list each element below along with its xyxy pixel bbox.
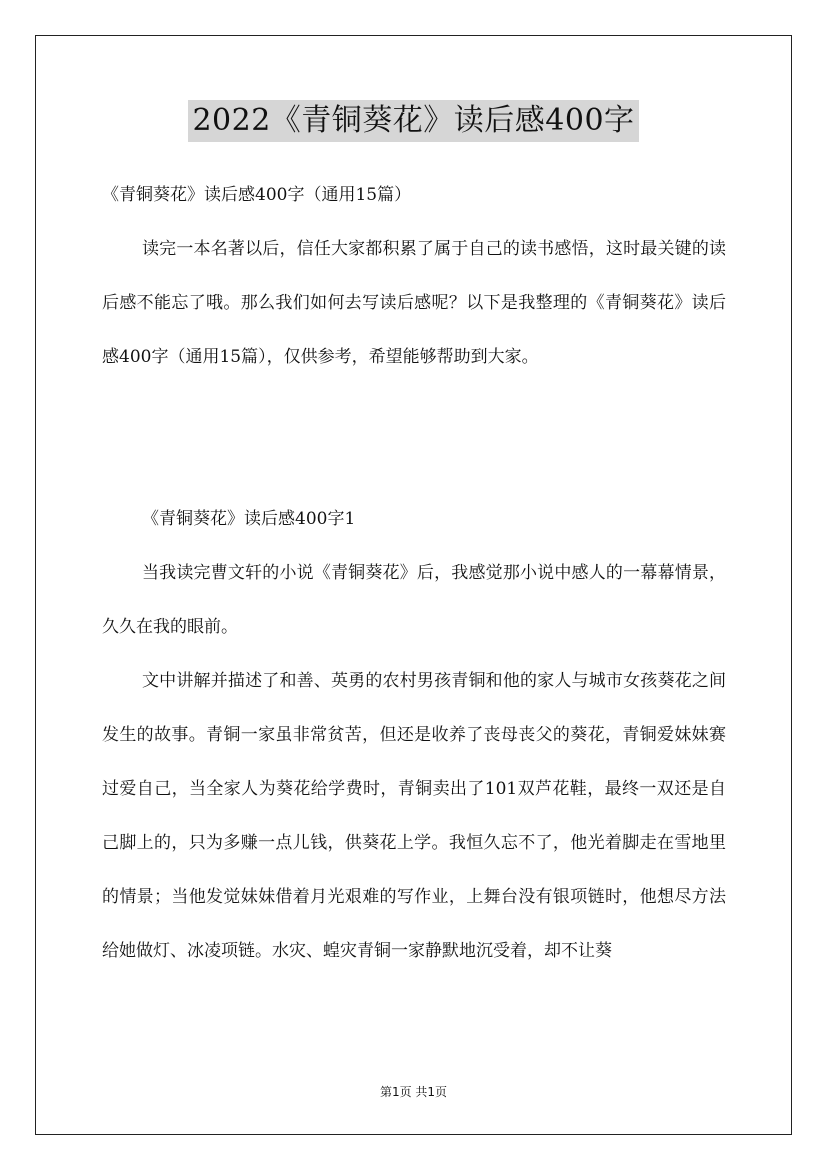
body-paragraph-2: 文中讲解并描述了和善、英勇的农村男孩青铜和他的家人与城市女孩葵花之间发生的故事。青铜一家虽非常贫苦，但还是收养了丧母丧父的葵花，青铜爱妹妹赛过爱自己，当全家人为葵花给学费时，青铜卖出了101双芦花鞋，最终一双还是自己脚上的，只为多赚一点儿钱，供葵花上学。我恒久忘不了，他光着脚走在雪地里的情景；当他发觉妹妹借着月光艰难的写作业，上舞台没有银项链时，他想尽方法给她做灯、冰凌项链。水灾、蝗灾青铜一家静默地沉受着，却不让葵: [102, 671, 726, 961]
page-footer: 第1页 共1页: [379, 1085, 448, 1099]
section-heading: 《青铜葵花》读后感400字1: [142, 509, 356, 529]
document-title: 2022《青铜葵花》读后感400字: [188, 100, 638, 142]
title-container: [0, 100, 827, 142]
body-block: [102, 546, 726, 978]
intro-paragraph: 读完一本名著以后，信任大家都积累了属于自己的读书感悟，这时最关键的读后感不能忘了哦。那么我们如何去写读后感呢？以下是我整理的《青铜葵花》读后感400字（通用15篇），仅供参考，希望能够帮助到大家。: [102, 239, 726, 367]
body-paragraph-1: 当我读完曹文轩的小说《青铜葵花》后，我感觉那小说中感人的一幕幕情景，久久在我的眼前。: [102, 563, 726, 637]
intro-block: [102, 222, 726, 384]
document-subtitle: 《青铜葵花》读后感400字（通用15篇）: [102, 185, 412, 205]
